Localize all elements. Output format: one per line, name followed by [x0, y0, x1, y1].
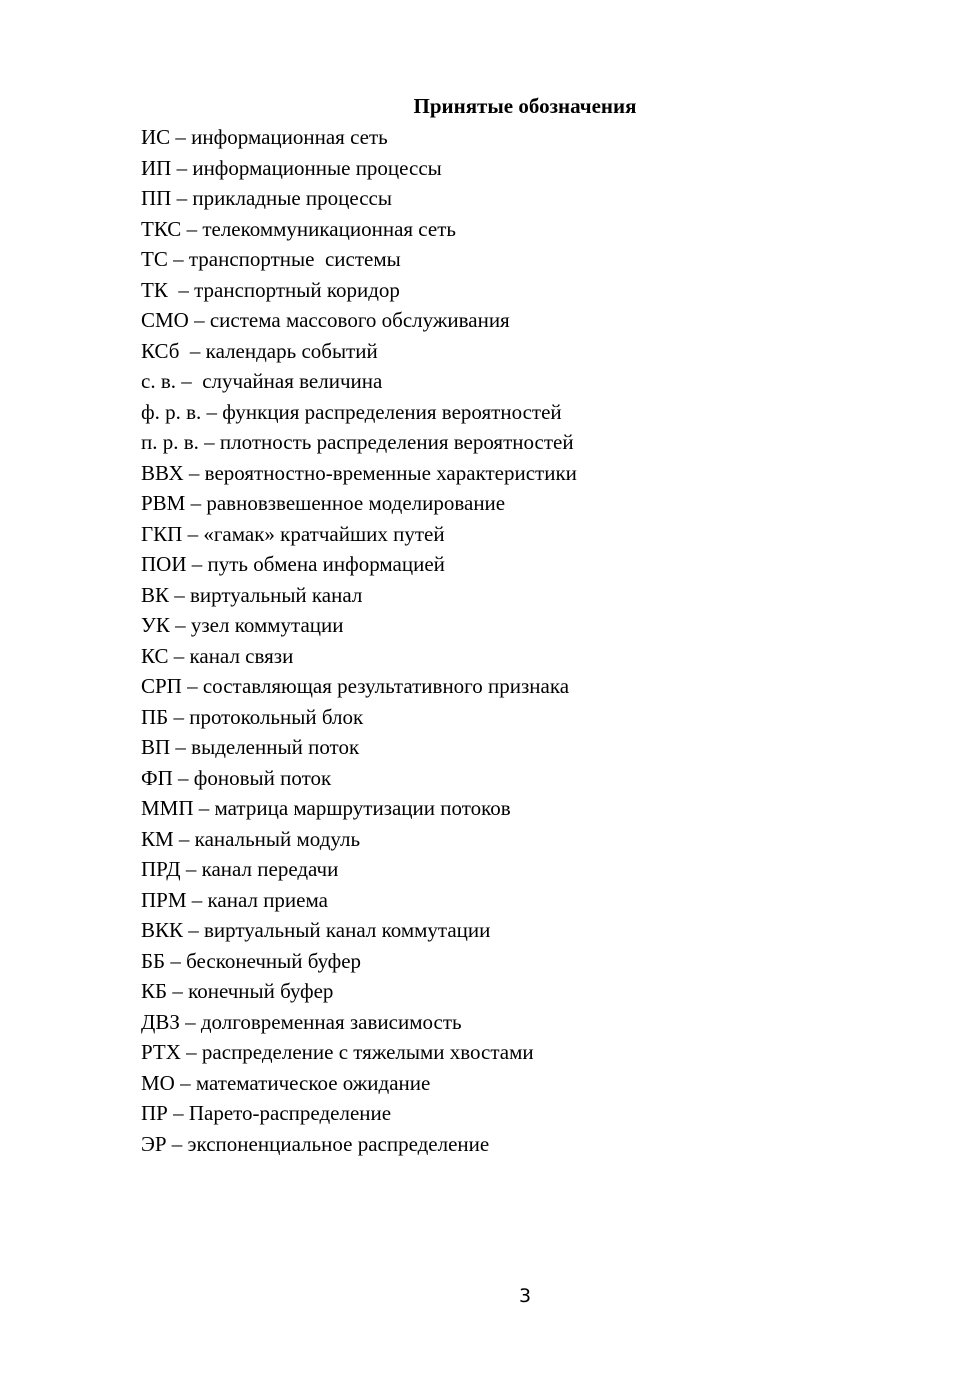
abbreviation-item: ПОИ – путь обмена информацией [141, 552, 445, 576]
abbreviation-item: СМО – система массового обслуживания [141, 308, 510, 332]
abbreviation-item: п. р. в. – плотность распределения вероятностей [141, 430, 574, 454]
abbreviation-item: КБ – конечный буфер [141, 979, 334, 1003]
abbreviation-item: ТКС – телекоммуникационная сеть [141, 216, 456, 241]
abbreviation-item: КСб – календарь событий [141, 338, 378, 363]
abbreviation-item: УК – узел коммутации [141, 613, 344, 637]
abbreviation-item: ВВХ – вероятностно-временные характеристики [141, 460, 577, 485]
abbreviation-item: РВМ – равновзвешенное моделирование [141, 491, 506, 515]
abbreviation-item: ББ – бесконечный буфер [141, 948, 362, 973]
abbreviation-item: ТК – транспортный коридор [141, 277, 400, 302]
abbreviation-item: ММП – матрица маршрутизации потоков [141, 796, 511, 820]
abbreviation-item: ПР – Парето-распределение [141, 1101, 392, 1125]
abbreviation-item: с. в. – случайная величина [141, 369, 383, 393]
abbreviation-item: ДВЗ – долговременная зависимость [141, 1009, 462, 1034]
abbreviation-item: ПП – прикладные процессы [141, 186, 392, 210]
abbreviation-item: КС – канал связи [141, 643, 294, 668]
abbreviation-item: ВП – выделенный поток [141, 735, 360, 759]
abbreviation-item: ИС – информационная сеть [141, 125, 388, 149]
abbreviation-item: ВКК – виртуальный канал коммутации [141, 918, 491, 942]
abbreviation-item: ГКП – «гамак» кратчайших путей [141, 521, 445, 546]
page-number: 3 [518, 1285, 532, 1307]
abbreviation-item: ПБ – протокольный блок [141, 704, 364, 729]
abbreviation-list [141, 122, 577, 1159]
abbreviation-item: ФП – фоновый поток [141, 765, 332, 790]
abbreviation-item: РТХ – распределение с тяжелыми хвостами [141, 1040, 534, 1064]
abbreviation-item: ИП – информационные процессы [141, 155, 442, 180]
abbreviation-item: ЭР – экспоненциальное распределение [141, 1131, 490, 1156]
abbreviation-item: КМ – канальный модуль [141, 826, 361, 851]
abbreviation-item: ВК – виртуальный канал [141, 582, 363, 607]
page-title: Принятые обозначения [413, 94, 637, 118]
abbreviation-item: СРП – составляющая результативного признака [141, 674, 570, 698]
abbreviation-item: ПРМ – канал приема [141, 887, 328, 912]
abbreviation-item: ф. р. в. – функция распределения вероятностей [141, 399, 562, 424]
abbreviation-item: ПРД – канал передачи [141, 857, 339, 881]
abbreviation-item: ТС – транспортные системы [141, 247, 401, 271]
abbreviation-item: МО – математическое ожидание [141, 1070, 431, 1095]
